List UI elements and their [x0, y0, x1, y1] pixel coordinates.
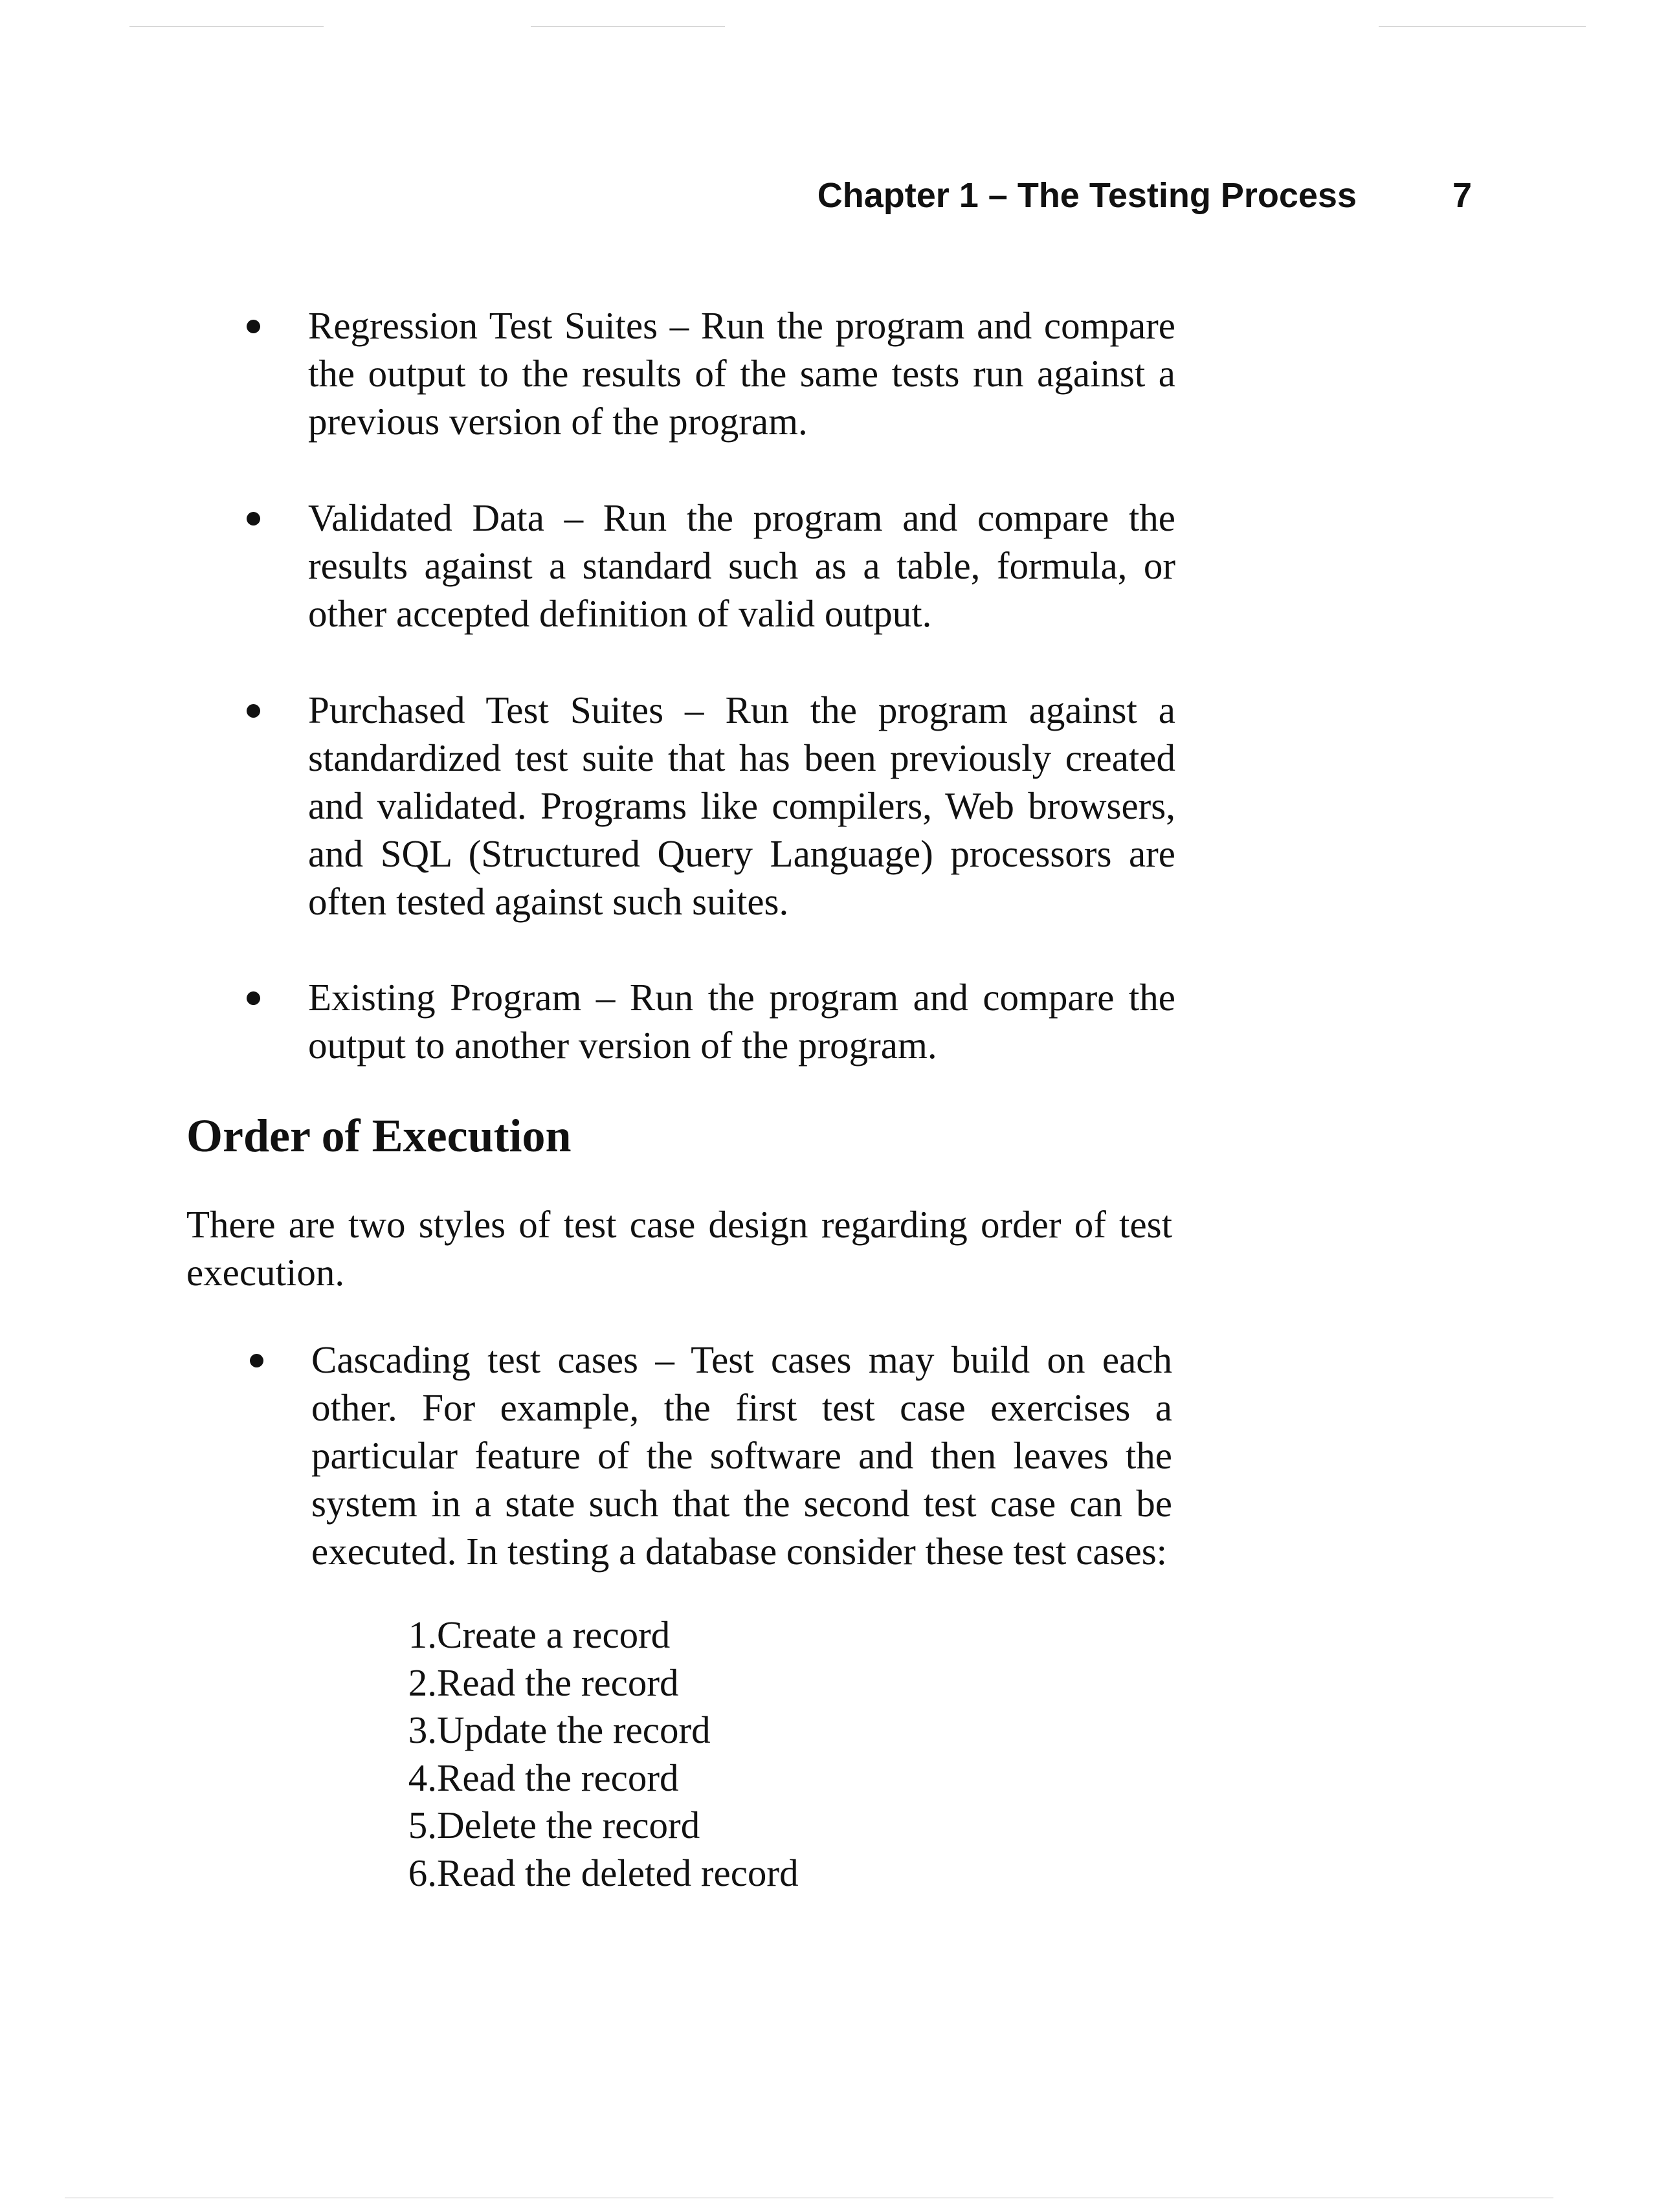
list-text: Read the deleted record	[437, 1851, 799, 1894]
list-number: 3.	[408, 1709, 437, 1751]
scan-edge-top-mid	[531, 26, 725, 27]
bullet-dot	[250, 1354, 263, 1367]
scan-edge-bottom	[65, 2197, 1553, 2198]
bullet-item	[311, 1336, 1172, 1575]
list-number: 2.	[408, 1661, 437, 1704]
bullet-item	[308, 973, 1175, 1069]
numbered-list	[362, 1611, 799, 1897]
bullet-text: Validated Data – Run the program and compare the results against a standard such as a table, formula, or other accepted definition of valid output.	[308, 496, 1175, 635]
bullet-item	[308, 686, 1175, 925]
scan-edge-top-right	[1379, 26, 1586, 27]
list-item	[362, 1754, 679, 1802]
bullet-text: Regression Test Suites – Run the program and compare the output to the results of the same tests run against a previous version of the program.	[308, 304, 1175, 443]
list-text: Read the record	[437, 1661, 679, 1704]
bullet-dot	[247, 991, 260, 1005]
list-number: 1.	[408, 1613, 437, 1656]
list-item	[362, 1850, 799, 1897]
page-number: 7	[1452, 176, 1472, 215]
bullet-text: Cascading test cases – Test cases may build on each other. For example, the first test case exercises a particular feature of the software and then leaves the system in a state such that the second test case can be executed. In testing a database consider these test cases:	[311, 1338, 1172, 1573]
bullet-text: Purchased Test Suites – Run the program against a standardized test suite that has been previously created and validated. Programs like compilers, Web browsers, and SQL (Structured Query Language) processors are often tested against such suites.	[308, 689, 1175, 923]
list-number: 5.	[408, 1804, 437, 1846]
list-item	[362, 1611, 671, 1659]
scan-edge-top-left	[129, 26, 324, 27]
bullet-dot	[247, 320, 260, 333]
list-text: Delete the record	[437, 1804, 700, 1846]
list-item	[362, 1707, 711, 1754]
bullet-item	[308, 302, 1175, 445]
list-item	[362, 1659, 679, 1707]
chapter-title: Chapter 1 – The Testing Process	[817, 176, 1357, 215]
bullet-dot	[247, 704, 260, 718]
bullet-item	[308, 494, 1175, 637]
list-item	[362, 1802, 700, 1850]
list-text: Create a record	[437, 1613, 671, 1656]
list-number: 6.	[408, 1851, 437, 1894]
running-header	[777, 170, 1495, 221]
section-intro: There are two styles of test case design regarding order of test execution.	[186, 1203, 1172, 1294]
list-number: 4.	[408, 1756, 437, 1799]
list-text: Read the record	[437, 1756, 679, 1799]
bullet-dot	[247, 512, 260, 525]
list-text: Update the record	[437, 1709, 711, 1751]
section-heading: Order of Execution	[186, 1110, 572, 1162]
bullet-text: Existing Program – Run the program and compare the output to another version of the program.	[308, 976, 1175, 1067]
